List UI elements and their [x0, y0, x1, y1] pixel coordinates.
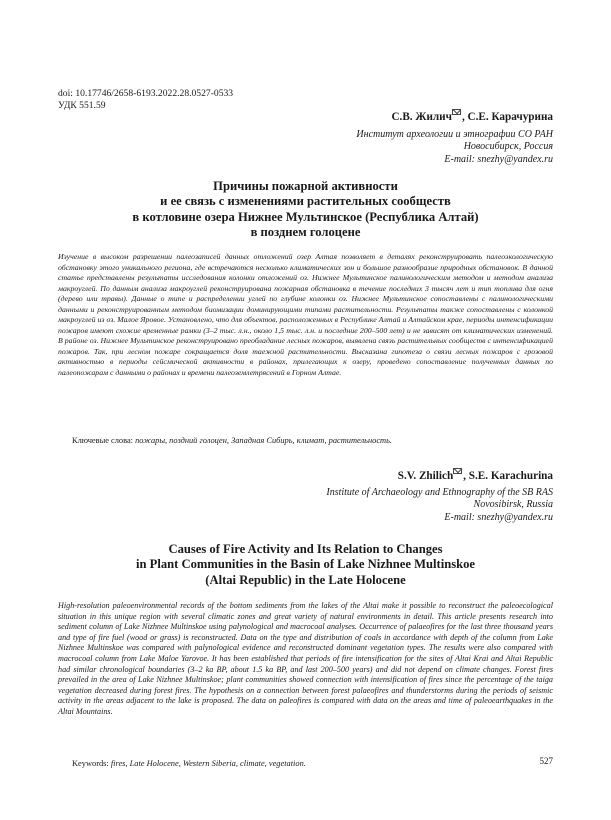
keywords-value: пожары, поздний голоцен, Западная Сибирь, климат, растительность. [135, 436, 392, 445]
authors-ru [391, 111, 553, 123]
author-first-ru: С.В. Жилич [391, 111, 452, 123]
article-title-ru [58, 179, 553, 241]
keywords-label: Ключевые слова: [72, 436, 136, 445]
authors-en [398, 470, 553, 482]
doi[interactable]: doi: 10.17746/2658-6193.2022.28.0527-0533 [58, 88, 234, 99]
institute-en: Institute of Archaeology and Ethnography of the SB RAS [326, 487, 553, 498]
affiliation-en [326, 487, 553, 524]
title-line: Причины пожарной активности [213, 179, 398, 193]
email-ru[interactable]: E-mail: snezhy@yandex.ru [444, 153, 553, 165]
title-line: в котловине озера Нижнее Мультинское (Республика Алтай) [132, 209, 479, 224]
envelope-icon [452, 109, 461, 115]
author-second-en: , S.E. Karachurina [463, 470, 553, 482]
title-line: (Altai Republic) in the Late Holocene [205, 572, 406, 587]
keywords-value: fires, Late Holocene, Western Siberia, climate, vegetation. [110, 759, 306, 768]
article-title-en [58, 542, 553, 588]
email-en[interactable]: E-mail: snezhy@yandex.ru [444, 511, 553, 523]
title-line: и ее связь с изменениями растительных сообществ [160, 194, 451, 209]
city-en: Novosibirsk, Russia [473, 499, 553, 511]
article-meta [58, 88, 233, 112]
keywords-ru [72, 436, 392, 445]
envelope-icon [453, 468, 462, 474]
udk-code: УДК 551.59 [58, 100, 106, 111]
city-ru: Новосибирск, Россия [463, 141, 553, 153]
institute-ru: Институт археологии и этнографии СО РАН [356, 129, 553, 140]
page-number: 527 [539, 756, 553, 766]
title-line: Causes of Fire Activity and Its Relation to Changes [168, 542, 443, 556]
title-line: в позднем голоцене [250, 225, 361, 240]
affiliation-ru [356, 129, 553, 166]
keywords-en [72, 759, 306, 768]
author-second-ru: , С.Е. Карачурина [461, 111, 553, 123]
author-first-en: S.V. Zhilich [397, 470, 454, 482]
abstract-en: High-resolution paleoenvironmental records of the bottom sediments from the lakes of the Altai make it possible to reconstruct the paleoecological situation in this unique region with several climatic zones and great variety of natural environments in detail. This article presents research into sediment column of Lake Nizhnee Multinskoe using palynological and macrocoal analyses. Occurrence of palaeofires for the last three thousand years and type of fire fuel (wood or grass) is reconstructed. Data on the type and distribution of coals in accordance with depth of the column from Lake Nizhnee Multinskoe was compared with palynological evidence and reconstructed dominant vegetation types. The results were also compared with macrocoal column from Lake Maloe Yarovoe. It has been established that periods of fire intensification for the sites of Altai Krai and Altai Republic had similar chronological boundaries (3–2 ka BP, about 1.5 ka BP, and last 200–500 years) and did not depend on climate changes. Forest fires prevailed in the area of Lake Nizhnee Multinskoe; plant communities showed connection with intensification of fires since the percentage of the taiga vegetation decreased during forest fires. The hypothesis on a connection between forest palaeofires and thunderstorms during the periods of seismic activity in the areas adjacent to the lake is proposed. The data on paleofires is compared with data on the areas and time of paleoearthquakes in the Altai Mountains. [58, 601, 553, 716]
title-line: in Plant Communities in the Basin of Lake Nizhnee Multinskoe [135, 557, 475, 572]
abstract-ru: Изучение в высоком разрешении палеозаписей данных отложений озер Алтая позволяет в деталях реконструировать палеоэкологическую обстановку этого уникального региона, где встречаются несколько климатических зон и большое разнообразие природных обстановок. В данной статье представлены результаты исследования колонки отложений оз. Нижнее Мультинское палинологическим методом и методом анализа макроуглей. По данным анализа макроуглей реконструирована пожарная обстановка в течение последних 3 тысяч лет и тип топлива для огня (дерево или травы). Данные о типе и распределении углей по глубине колонки оз. Нижнее Мультинское сопоставлены с палинологическими данными и реконструированным методом биомизации доминирующими типами растительности. Результаты также сопоставлены с колонкой макроуглей из оз. Малое Яровое. Установлено, что для объектов, расположенных в Республике Алтай и Алтайском крае, периоды интенсификации пожаров имеют схожие временные рамки (3–2 тыс. л.н., около 1,5 тыс. л.н. и последние 200–500 лет) и не зависят от климатических изменений. В районе оз. Нижнее Мультинское реконструировано преобладание лесных пожаров, выявлена связь растительных сообществ с интенсификацией пожаров. Так, при лесном пожаре сокращается доля таежной растительности. Высказана гипотеза о связи лесных пожаров с грозовой активностью в периоды сейсмической активности в районах, прилегающих к озеру, проведено сопоставление полученных данных по палеопожарам с данными о районах и времени палеоземлетрясений в Горном Алтае. [58, 252, 553, 377]
keywords-label: Keywords: [72, 759, 111, 768]
